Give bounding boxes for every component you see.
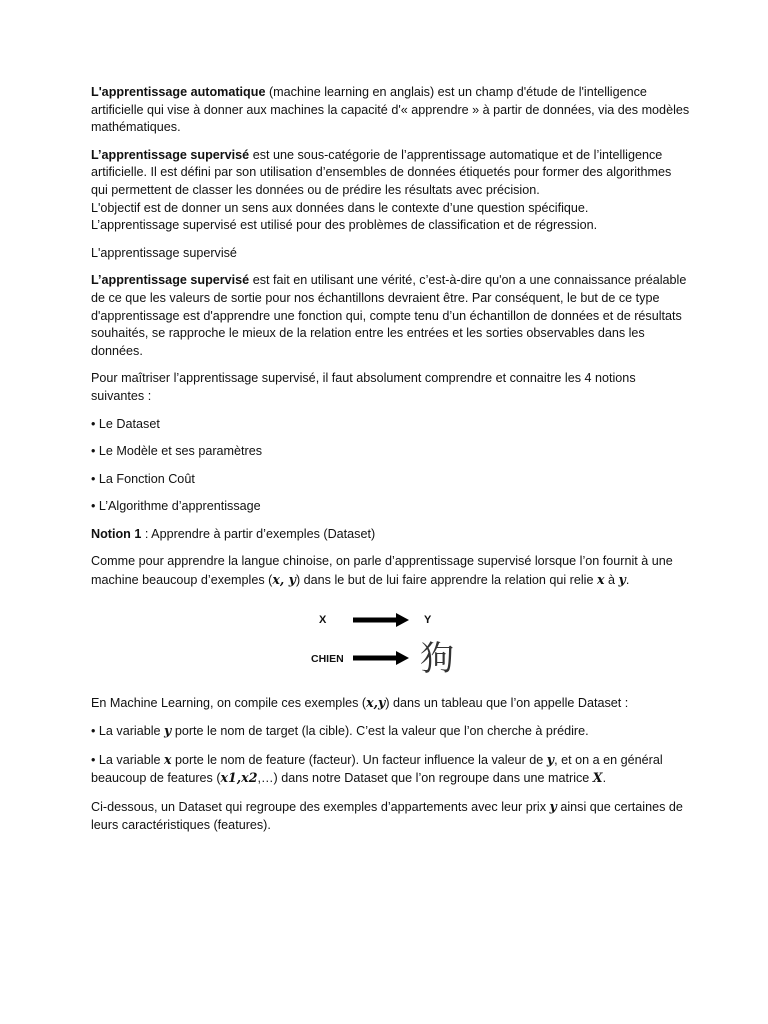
text-run: ainsi que certaines de leurs caractéristiques (features). (91, 800, 683, 832)
figure-chinese-character: 狗 (420, 638, 454, 679)
supervised-definition-text: est une sous-catégorie de l’apprentissage automatique et de l’intelligence artificielle. Il est défini par son utilisation d’ensembles de données étiquetés pour former des algorithmes qui permettent de classer les données ou de prédire les résultats avec précision. (91, 147, 672, 197)
text-run: à (604, 573, 619, 588)
paragraph-dataset-intro (91, 694, 691, 713)
figure-chien-label: CHIEN (311, 652, 344, 665)
paragraph-notions-intro: Pour maîtriser l’apprentissage supervisé, il faut absolument comprendre et connaitre les 4 notions suivantes : (91, 371, 636, 403)
paragraph-feature-variable (91, 751, 691, 788)
term-machine-learning: L'apprentissage automatique (91, 85, 266, 99)
math-y: y (164, 723, 172, 739)
math-x: x (164, 751, 172, 767)
text-run: , et on a en général beaucoup de features ( (91, 752, 663, 786)
text-run: ) dans un tableau que l’on appelle Dataset : (385, 695, 629, 710)
paragraph-supervised-truth (91, 272, 691, 360)
list-item: • Le Dataset (91, 416, 160, 431)
notion-1-heading (91, 526, 691, 544)
paragraph-intro (91, 84, 691, 137)
math-y: y (618, 572, 626, 588)
text-run: porte le nom de target (la cible). C’est la valeur que l’on cherche à prédire. (171, 724, 589, 739)
section-label: L'apprentissage supervisé (91, 245, 237, 260)
supervised-truth-text: est fait en utilisant une vérité, c’est-à-dire qu'on a une connaissance préalable de ce que les valeurs de sortie pour nos échantillons devraient être. Par conséquent, le but de ce type d'apprentissage est d'apprendre une fonction qui, compte tenu d’un échantillon de données et de résultats souhaités, se rapproche le mieux de la relation entre les entrées et les sorties observables dans les données. (91, 273, 687, 358)
paragraph-target-variable (91, 722, 691, 741)
notion-1-title: : Apprendre à partir d’exemples (Dataset) (141, 526, 376, 541)
math-x: x (596, 572, 605, 588)
math-y: y (546, 751, 555, 767)
math-y: y (549, 799, 557, 815)
list-item: • Le Modèle et ses paramètres (91, 444, 263, 459)
arrow-right-icon (353, 613, 409, 627)
document-body (91, 84, 691, 844)
text-run: . (602, 771, 607, 786)
supervised-usage-text: L’apprentissage supervisé est utilisé pour des problèmes de classification et de régression. (91, 218, 598, 233)
paragraph-chinese-analogy (91, 553, 691, 589)
term-supervised-2: L’apprentissage supervisé (91, 273, 250, 288)
math-xy: x,y (366, 694, 386, 710)
paragraph-supervised-definition (91, 147, 691, 235)
text-run: ,…) dans notre Dataset que l’on regroupe dans une matrice (257, 771, 593, 786)
list-item: • La Fonction Coût (91, 471, 195, 486)
list-item: • L’Algorithme d’apprentissage (91, 499, 261, 514)
math-matrix-x: X (592, 770, 603, 786)
text-run: Ci-dessous, un Dataset qui regroupe des exemples d’appartements avec leur prix (91, 800, 550, 815)
figure-y-label: Y (424, 613, 432, 626)
text-run: porte le nom de feature (facteur). Un facteur influence la valeur de (171, 752, 547, 767)
x-to-y-figure (91, 604, 691, 679)
notion-1-label: Notion 1 (91, 526, 142, 541)
text-run: . (625, 573, 630, 588)
text-run: En Machine Learning, on compile ces exemples ( (91, 695, 367, 710)
figure-x-label: X (319, 613, 327, 626)
text-run: ) dans le but de lui faire apprendre la relation qui relie (295, 573, 597, 588)
arrow-right-icon (353, 651, 409, 665)
math-xy: x, y (272, 572, 296, 588)
text-run: • La variable (91, 752, 165, 767)
text-run: • La variable (91, 724, 165, 739)
text-run: Comme pour apprendre la langue chinoise, on parle d’apprentissage supervisé lorsque l’on fournit à une machine beaucoup d’exemples ( (91, 554, 673, 588)
term-supervised: L’apprentissage supervisé (91, 147, 250, 162)
intro-text: (machine learning en anglais) est un champ d'étude de l'intelligence artificielle qui vise à donner aux machines la capacité d'« apprendre » à partir de données, via des modèles mathématiques. (91, 85, 690, 135)
math-x1-x2: x1,x2 (220, 770, 258, 786)
paragraph-dataset-example (91, 798, 691, 834)
supervised-objective-text: L'objectif est de donner un sens aux données dans le contexte d’une question spécifique. (91, 200, 589, 215)
